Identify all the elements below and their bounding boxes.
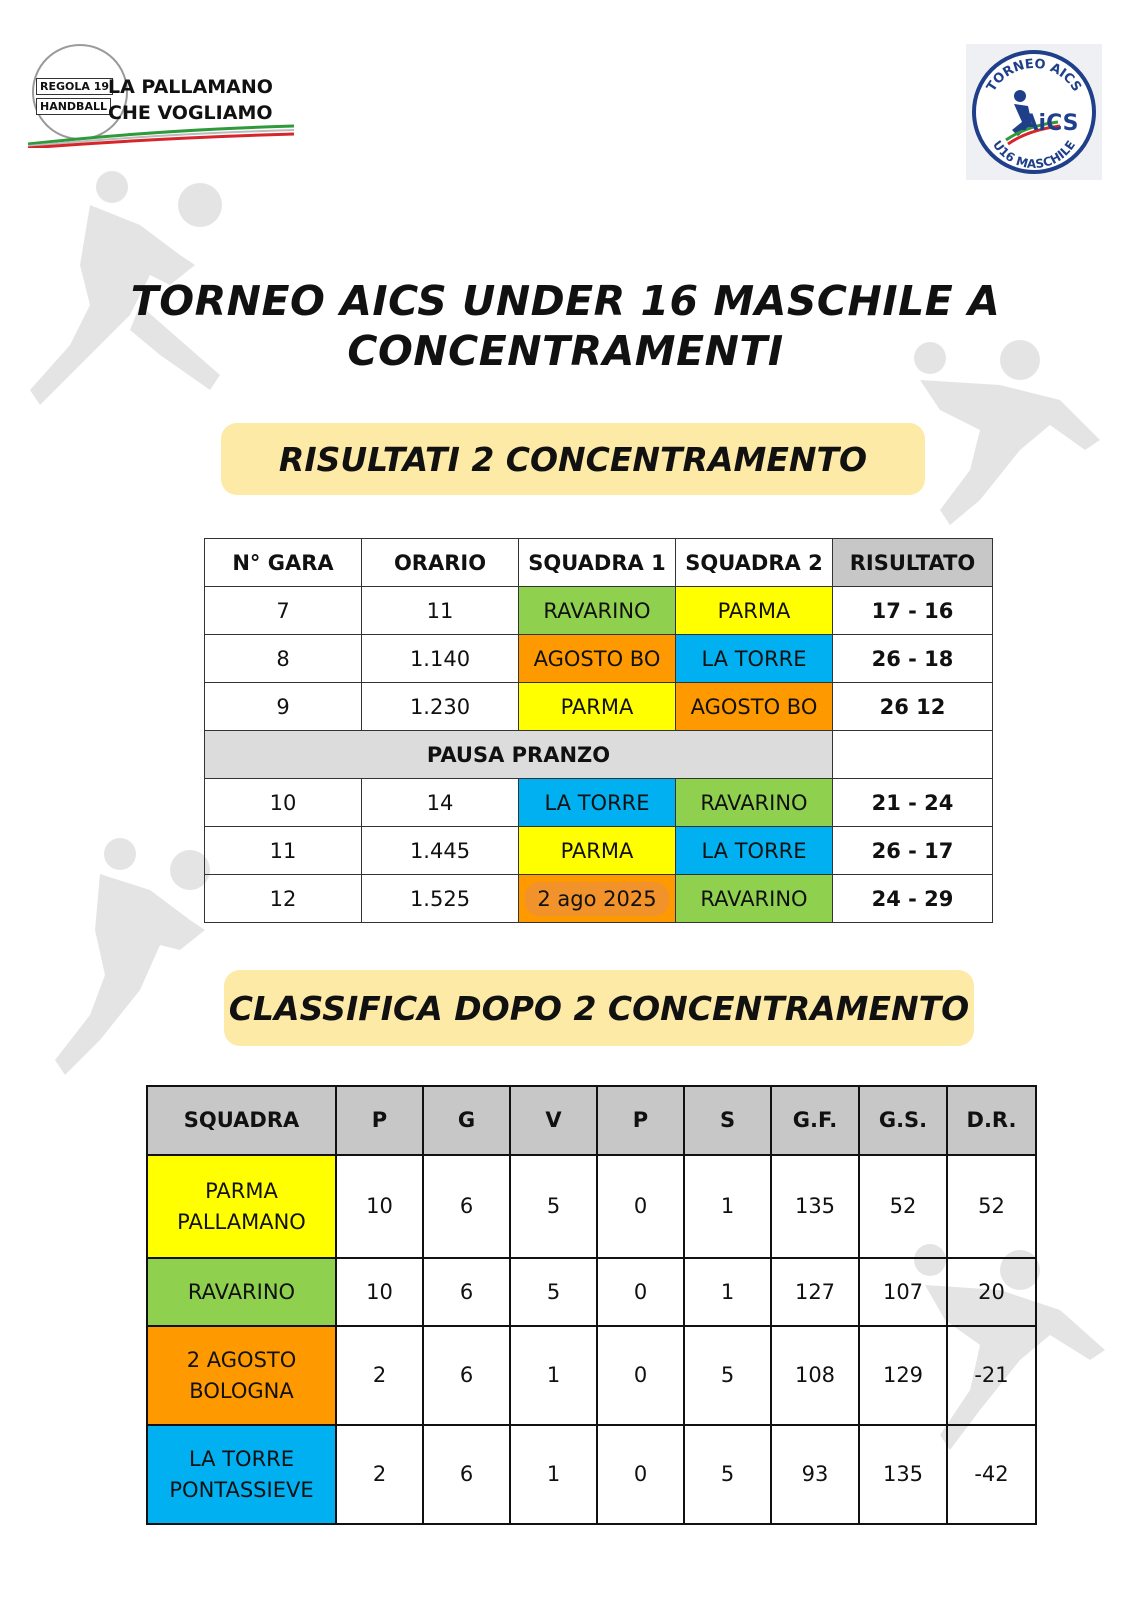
cell-team2: LA TORRE [676, 635, 833, 683]
cell-orario: 1.140 [362, 635, 519, 683]
torneo-aics-logo [966, 44, 1102, 180]
cell-team1: PARMA [519, 683, 676, 731]
table-row [147, 1326, 1036, 1425]
pause-row [205, 731, 993, 779]
page-title [40, 276, 1091, 376]
regola19-logo [26, 42, 296, 154]
cell-team1 [519, 875, 676, 923]
cell-sconfitte: 5 [684, 1425, 771, 1524]
col-header-gara: N° GARA [205, 539, 362, 587]
logo-badge-bottom: HANDBALL [36, 98, 111, 115]
cell-orario: 1.445 [362, 827, 519, 875]
logo-badge-top: REGOLA 19 [36, 78, 113, 95]
cell-team2: RAVARINO [676, 779, 833, 827]
cell-gara: 11 [205, 827, 362, 875]
table-row [205, 587, 993, 635]
col-header-risultato: RISULTATO [833, 539, 993, 587]
table-row [205, 683, 993, 731]
table-row [147, 1258, 1036, 1326]
col-header-vinte: V [510, 1086, 597, 1155]
col-header-squadra2: SQUADRA 2 [676, 539, 833, 587]
cell-giocate: 6 [423, 1258, 510, 1326]
cell-vinte: 5 [510, 1155, 597, 1258]
cell-gol-subiti: 135 [859, 1425, 947, 1524]
cell-differenza: -21 [947, 1326, 1036, 1425]
cell-vinte: 1 [510, 1425, 597, 1524]
results-heading: RISULTATI 2 CONCENTRAMENTO [221, 423, 925, 495]
col-header-sconfitte: S [684, 1086, 771, 1155]
col-header-punti: P [336, 1086, 423, 1155]
cell-gara: 8 [205, 635, 362, 683]
cell-team1: PARMA [519, 827, 676, 875]
cell-team2: AGOSTO BO [676, 683, 833, 731]
cell-punti: 10 [336, 1155, 423, 1258]
cell-risultato: 24 - 29 [833, 875, 993, 923]
cell-gol-subiti: 52 [859, 1155, 947, 1258]
standings-header-row [147, 1086, 1036, 1155]
table-row [205, 635, 993, 683]
logo-arc-top: TORNEO AICS [984, 56, 1084, 95]
cell-team2: LA TORRE [676, 827, 833, 875]
cell-team2: RAVARINO [676, 875, 833, 923]
team-name-line1: LA TORRE [188, 1446, 295, 1471]
col-header-squadra: SQUADRA [147, 1086, 336, 1155]
cell-orario: 14 [362, 779, 519, 827]
cell-giocate: 6 [423, 1326, 510, 1425]
cell-team1: RAVARINO [519, 587, 676, 635]
cell-team2: PARMA [676, 587, 833, 635]
standings-heading: CLASSIFICA DOPO 2 CONCENTRAMENTO [224, 970, 974, 1046]
cell-gol-fatti: 127 [771, 1258, 859, 1326]
cell-differenza: 52 [947, 1155, 1036, 1258]
cell-team [147, 1425, 336, 1524]
cell-punti: 2 [336, 1326, 423, 1425]
cell-gara: 12 [205, 875, 362, 923]
team-name-line2: PONTASSIEVE [169, 1477, 314, 1502]
cell-sconfitte: 5 [684, 1326, 771, 1425]
results-header-row [205, 539, 993, 587]
team-name-line2: PALLAMANO [177, 1209, 306, 1234]
col-header-orario: ORARIO [362, 539, 519, 587]
col-header-differenza: D.R. [947, 1086, 1036, 1155]
cell-gol-subiti: 129 [859, 1326, 947, 1425]
cell-risultato: 26 - 17 [833, 827, 993, 875]
cell-orario: 1.230 [362, 683, 519, 731]
col-header-pareggiate: P [597, 1086, 684, 1155]
cell-risultato: 26 12 [833, 683, 993, 731]
cell-punti: 10 [336, 1258, 423, 1326]
cell-vinte: 5 [510, 1258, 597, 1326]
cell-team: RAVARINO [147, 1258, 336, 1326]
cell-gara: 10 [205, 779, 362, 827]
tricolor-swoosh-icon [26, 124, 296, 148]
col-header-gol-subiti: G.S. [859, 1086, 947, 1155]
cell-sconfitte: 1 [684, 1258, 771, 1326]
table-row [147, 1155, 1036, 1258]
table-row [147, 1425, 1036, 1524]
cell-orario: 1.525 [362, 875, 519, 923]
cell-orario: 11 [362, 587, 519, 635]
col-header-squadra1: SQUADRA 1 [519, 539, 676, 587]
cell-pareggiate: 0 [597, 1425, 684, 1524]
team-name-line2: BOLOGNA [189, 1378, 294, 1403]
cell-sconfitte: 1 [684, 1155, 771, 1258]
cell-team [147, 1326, 336, 1425]
cell-gara: 7 [205, 587, 362, 635]
cell-risultato: 26 - 18 [833, 635, 993, 683]
cell-risultato: 17 - 16 [833, 587, 993, 635]
cell-pareggiate: 0 [597, 1155, 684, 1258]
cell-vinte: 1 [510, 1326, 597, 1425]
date-chip[interactable]: 2 ago 2025 [525, 882, 668, 916]
cell-team [147, 1155, 336, 1258]
cell-giocate: 6 [423, 1425, 510, 1524]
col-header-gol-fatti: G.F. [771, 1086, 859, 1155]
cell-differenza: 20 [947, 1258, 1036, 1326]
page-title-line2: CONCENTRAMENTI [347, 327, 784, 375]
logo-mark: AiCS [1021, 111, 1079, 136]
team-name-line1: 2 AGOSTO [186, 1347, 297, 1372]
pause-empty-cell [833, 731, 993, 779]
cell-punti: 2 [336, 1425, 423, 1524]
logo-tagline-line1: LA PALLAMANO [108, 76, 273, 98]
cell-gol-fatti: 93 [771, 1425, 859, 1524]
cell-team1: LA TORRE [519, 779, 676, 827]
cell-gara: 9 [205, 683, 362, 731]
page-title-line1: TORNEO AICS UNDER 16 MASCHILE A [130, 277, 1001, 325]
cell-giocate: 6 [423, 1155, 510, 1258]
table-row [205, 875, 993, 923]
pause-label: PAUSA PRANZO [205, 731, 833, 779]
cell-risultato: 21 - 24 [833, 779, 993, 827]
cell-gol-fatti: 135 [771, 1155, 859, 1258]
cell-pareggiate: 0 [597, 1326, 684, 1425]
logo-arc-bottom: U16 MASCHILE [989, 137, 1079, 172]
cell-pareggiate: 0 [597, 1258, 684, 1326]
team-name-line1: PARMA [205, 1178, 278, 1203]
cell-team1: AGOSTO BO [519, 635, 676, 683]
table-row [205, 827, 993, 875]
col-header-giocate: G [423, 1086, 510, 1155]
table-row [205, 779, 993, 827]
cell-differenza: -42 [947, 1425, 1036, 1524]
logo-tagline-line2: CHE VOGLIAMO [108, 102, 273, 124]
results-table [204, 538, 993, 923]
standings-table [146, 1085, 1037, 1525]
cell-gol-fatti: 108 [771, 1326, 859, 1425]
cell-gol-subiti: 107 [859, 1258, 947, 1326]
